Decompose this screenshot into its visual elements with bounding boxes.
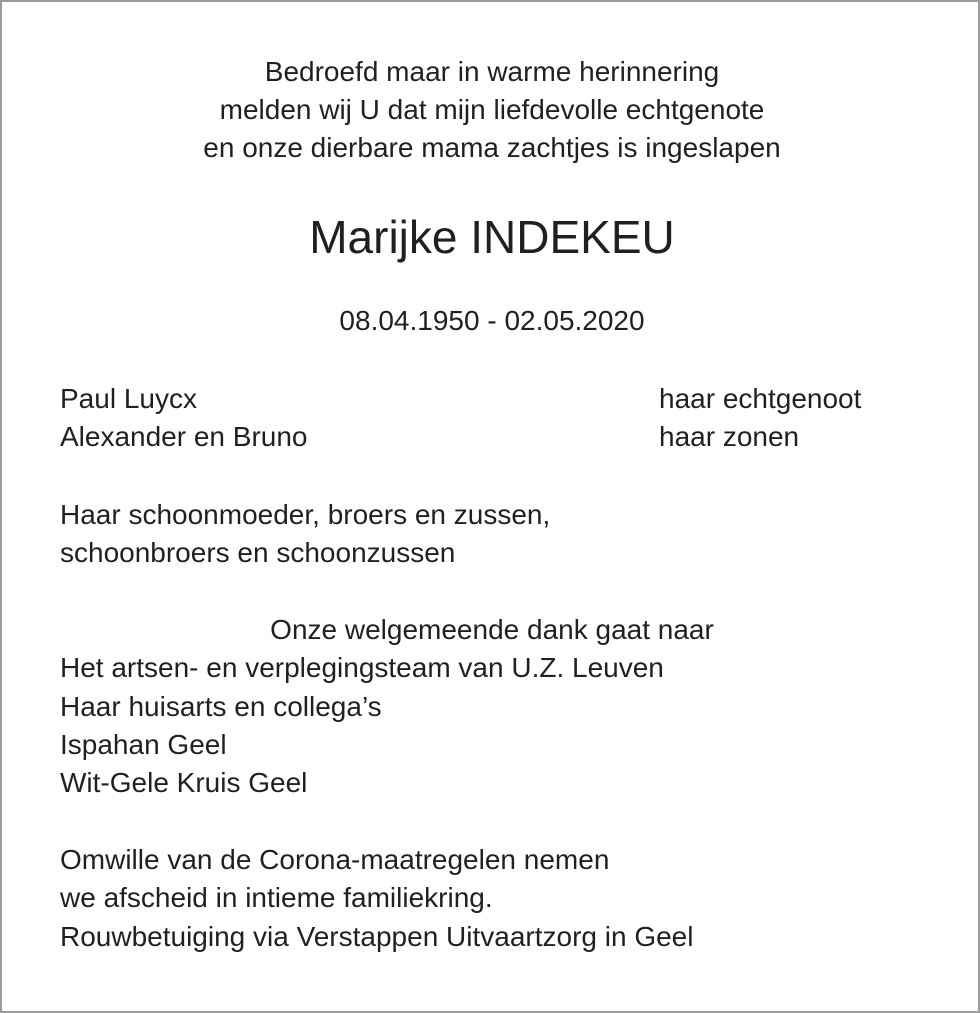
thanks-heading: Onze welgemeende dank gaat naar bbox=[270, 614, 714, 645]
family-member-relation: haar echtgenoot bbox=[659, 383, 862, 414]
thanks-item: Het artsen- en verplegingsteam van U.Z. Leuven bbox=[60, 652, 664, 683]
family-member-name: Alexander en Bruno bbox=[60, 421, 308, 452]
intro-line-1: Bedroefd maar in warme herinnering bbox=[264, 56, 720, 87]
thanks-item: Ispahan Geel bbox=[60, 729, 227, 760]
thanks-item: Haar huisarts en collega’s bbox=[60, 691, 382, 722]
family-member-name: Paul Luycx bbox=[60, 383, 197, 414]
closing-line-3: Rouwbetuiging via Verstappen Uitvaartzorg in Geel bbox=[60, 921, 694, 952]
closing-line-2: we afscheid in intieme familiekring. bbox=[60, 882, 493, 913]
thanks-item: Wit-Gele Kruis Geel bbox=[60, 767, 308, 798]
intro-line-3: en onze dierbare mama zachtjes is ingeslapen bbox=[203, 132, 781, 163]
family-member-relation: haar zonen bbox=[659, 421, 800, 452]
life-dates: 08.04.1950 - 02.05.2020 bbox=[339, 305, 645, 336]
relatives-line-2: schoonbroers en schoonzussen bbox=[60, 537, 456, 568]
relatives-line-1: Haar schoonmoeder, broers en zussen, bbox=[60, 499, 551, 530]
deceased-name: Marijke INDEKEU bbox=[309, 211, 675, 263]
intro-line-2: melden wij U dat mijn liefdevolle echtgenote bbox=[219, 94, 765, 125]
closing-line-1: Omwille van de Corona-maatregelen nemen bbox=[60, 844, 610, 875]
